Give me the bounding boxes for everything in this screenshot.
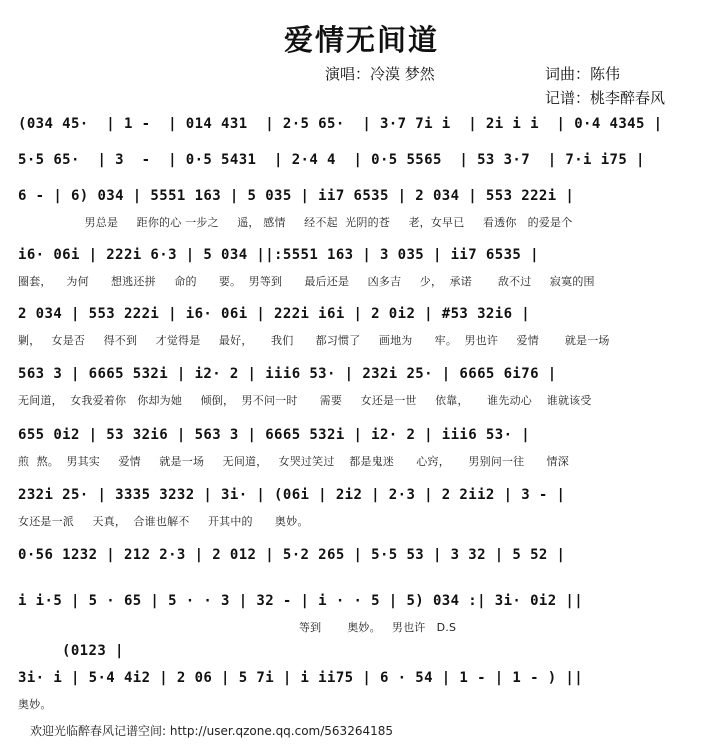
- notation-line: 6 - | 6) 034 | 5551 163 | 5 035 | ii7 6535 | 2 034 | 553 222i |: [18, 188, 575, 204]
- footer-credit: 欢迎光临醉春风记谱空间: http://user.qzone.qq.com/563264185: [30, 724, 394, 738]
- notation-line: 655 0i2 | 53 32i6 | 563 3 | 6665 532i | i2· 2 | iii6 53· |: [18, 427, 531, 443]
- lyric-line: 奥妙。: [18, 698, 52, 711]
- notation-line: i i·5 | 5 · 65 | 5 · · 3 | 32 - | i · · 5 | 5) 034 :| 3i· 0i2 ||: [18, 593, 584, 609]
- singers-credit: 演唱：冷漠 梦然: [325, 65, 435, 83]
- notation-line: 5·5 65· | 3 - | 0·5 5431 | 2·4 4 | 0·5 5565 | 53 3·7 | 7·i i75 |: [18, 152, 645, 168]
- notation-line: (0123 |: [62, 643, 124, 659]
- transcriber-credit: 记谱：桃李醉春风: [545, 89, 666, 107]
- lyric-line: 等到 奥妙。 男也许 D.S: [18, 621, 457, 634]
- lyric-line: 女还是一派 天真， 合谁也解不 开其中的 奥妙。: [18, 515, 309, 528]
- notation-line: 0·56 1232 | 212 2·3 | 2 012 | 5·2 265 | 5·5 53 | 3 32 | 5 52 |: [18, 547, 566, 563]
- lyric-line: 圈套， 为何 想逃还拼 命的 要。 男等到 最后还是 凶多吉 少， 承诺 敌不过 寂寞的围: [18, 275, 595, 288]
- lyric-line: 剿， 女是否 得不到 才觉得是 最好， 我们 都习惯了 画地为 牢。 男也许 爱情 就是一场: [18, 334, 610, 347]
- notation-line: 563 3 | 6665 532i | i2· 2 | iii6 53· | 232i 25· | 6665 6i76 |: [18, 366, 557, 382]
- notation-line: i6· 06i | 222i 6·3 | 5 034 ||:5551 163 | 3 035 | ii7 6535 |: [18, 247, 539, 263]
- lyric-line: 男总是 距你的心 一步之 遥， 感情 经不起 光阴的苍 老，女早已 看透你 的爱是个: [18, 216, 573, 229]
- notation-line: 232i 25· | 3335 3232 | 3i· | (06i | 2i2 | 2·3 | 2 2ii2 | 3 - |: [18, 487, 566, 503]
- notation-line: 2 034 | 553 222i | i6· 06i | 222i i6i | 2 0i2 | #53 32i6 |: [18, 306, 531, 322]
- lyric-line: 煎 熬。 男其实 爱情 就是一场 无间道， 女哭过笑过 都是鬼迷 心窍， 男别问一往 情深: [18, 455, 569, 468]
- notation-line: (034 45· | 1 - | 014 431 | 2·5 65· | 3·7 7i i | 2i i i | 0·4 4345 |: [18, 116, 663, 132]
- notation-line: 3i· i | 5·4 4i2 | 2 06 | 5 7i | i ii75 | 6 · 54 | 1 - | 1 - ) ||: [18, 670, 584, 686]
- composer-credit: 词曲：陈伟: [545, 65, 621, 83]
- song-title: 爱情无间道: [283, 23, 439, 57]
- lyric-line: 无间道， 女我爱着你 你却为她 倾倒， 男不问一时 需要 女还是一世 依靠， 谁先动心 谁就该受: [18, 394, 592, 407]
